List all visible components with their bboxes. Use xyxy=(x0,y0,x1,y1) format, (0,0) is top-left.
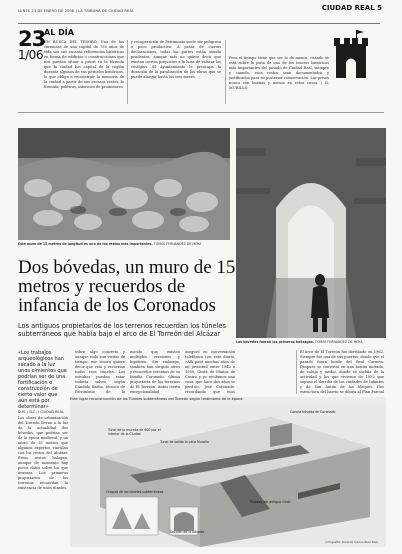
al-dia-column-2: y recuperación de Patrimonio suele ser peligrosa o poco productiva. A pesar de ciertas declaraciones, todas las partes están siendo prudentes, aunque más no quiere decir que existan ciertos prejuicios a la hora de valorar los vestigios. El Ayuntamiento le preocupa la duración de la paralización de las obras que se puede alargar hasta los tres meses. xyxy=(131,40,221,79)
infographic-label-tunnel-b: Túnel de salida la calle Muralla xyxy=(160,440,209,444)
sidebar-text: El arco de El Torreón fue derribado en 1962. Siempre fue una de sus puertas, donde que el pasado fuera borde del Real Carmen. Después se convirtió en una bonita morada, de cobijo y medio, donde se incluía de la actividad y los que vivieron de 1952 que supuso el derribo de las ciudades de Infantes y de San Antón de los bloques. Dos estructura del barrio se dibuja al Plan Parcial xyxy=(300,350,384,394)
photo-wall-caption xyxy=(18,242,230,246)
article-standfirst: Los antiguos propietarios de los terrenos recuerdan los túneles subterráneos que había bajo el arco de El Torreón del Alcázar xyxy=(18,322,226,338)
infographic-label-section: Sección de la bóveda xyxy=(170,530,205,534)
header-meta: LUNES 23 DE ENERO DE 2006 | LA TRIBUNA DE CIUDAD REAL xyxy=(18,9,135,13)
infographic-label-plan: Croquis de los túneles subterráneos xyxy=(106,490,164,494)
column-rule xyxy=(225,40,226,104)
header-rule xyxy=(18,14,380,24)
al-dia-column-3: Pero el tiempo tiene que ser lo de menos, cuando se está sobre la pista de uno de los tesoros históricos más importantes del pasado de Ciudad Real, siempre y cuando, esos restos sean documentados y justificados para su posterior conservación. Las prisas nunca son buenas y menos en estos casos. / D. MURILLO xyxy=(229,56,329,90)
infographic-credit: Infografía: Ricardo Carlos Ruiz Ruiz xyxy=(325,540,378,544)
al-dia-date: 1/06 xyxy=(18,48,43,62)
top-divider xyxy=(18,112,384,113)
al-dia-day-number: 23 xyxy=(18,27,46,51)
al-dia-label: AL DÍA xyxy=(44,28,74,37)
pull-quote: «Los trabajos arqueológicos han sacado a la luz unos cimientos que podrían ser de una fortificación o construcción de cierto valor que aún está por determinar» xyxy=(18,350,67,410)
photo-wall xyxy=(18,128,230,240)
infographic-label-corona: Corona bóveda de Coronado xyxy=(290,410,336,414)
infographic-label-bottom: Trazado del antiguo túnel xyxy=(250,500,291,504)
photo-vault-caption xyxy=(236,340,386,344)
photo-vault xyxy=(236,128,386,338)
infographic-label-tunnel-a: Túnel de la muralla de 600 por el interior de la Ciudad xyxy=(108,428,161,436)
castle-tower-icon xyxy=(330,30,372,80)
column-rule xyxy=(296,350,297,394)
article-byline: D.M. / D.C. / CIUDAD REAL xyxy=(18,410,64,414)
column-rule xyxy=(127,40,128,104)
section-label: CIUDAD REAL xyxy=(321,4,375,12)
article-column-1: Los obras de urbanización del Torreón llevan a la luz de la actualidad dos bóvedas, que podrían ser de la época medieval, y un muro de 15 metros que algunos expertos vinculan con los restos del Alcázar. Estos restos halagan, aunque de momento hay pocos datos sobre los que avanzar. Los primeros propietarios de los terrenos recuerdan la existencia de unos túneles. xyxy=(18,416,68,490)
infographic xyxy=(70,397,386,547)
photo-vault-caption-text: Las bóvedas fueron los primeros hallazgos. xyxy=(236,340,314,344)
infographic-title: Este lugar reconstrucción de los Túneles subterráneos del Torreón según testimonio de la época. xyxy=(70,397,244,401)
al-dia-column-1: EN BUSCA DEL TESORO. Una de las carencias de una capital de 750 años de vida son sus escasas referencias históricas en forma de edificios o construcciones que nos puedan situar a priori en la fórmula que la ciudad fue capital de la región durante algunos de sus periodos históricos, lo que obliga a reconstruir la memoria de la ciudad a partir de sus escasos restos, la fórmula: políticas, intereses de promotores xyxy=(44,40,124,89)
photo-wall-caption-text: Este muro de 15 metros de longitud es uno de los restos más importantes. xyxy=(18,242,153,246)
article-headline: Dos bóvedas, un muro de 15 metros y recuerdos de infancia de los Coronados xyxy=(18,257,236,316)
article-column-2: sobre algo concreto y aunque todo son visitas de tiempo, ese tesoro quiere decir que veía y recorrían todos esos túneles. Los estudios pueden estar todavía salvos, según Cándido Barba, técnico de Patrimonio de la xyxy=(75,350,125,394)
article-column-4: asegurò en conversación telefónica con este diario. «Allí pasé muchos años de mi juventud entre 1942 a 1950, Ginés de Muñoz de Castro y yo recibimos una casa, que hace dos años se perdió». José Coronado, recordando que esos xyxy=(185,350,235,394)
photo-vault-credit: TOMÁS FERNÁNDEZ DE MOYA xyxy=(315,340,363,344)
photo-wall-credit: TOMÁS FERNÁNDEZ DE MOYA xyxy=(153,242,202,246)
section-name xyxy=(322,4,382,12)
page-number: 5 xyxy=(377,4,382,12)
article-column-3: nocido que existen multiples versiones y hipótesis. Sin embargo, también han surgido otros y recuerdos cercanos de su familia Coronado, última propietaria de los terrenos de El Torreón. Antes cierta excepcionalidad xyxy=(130,350,180,394)
